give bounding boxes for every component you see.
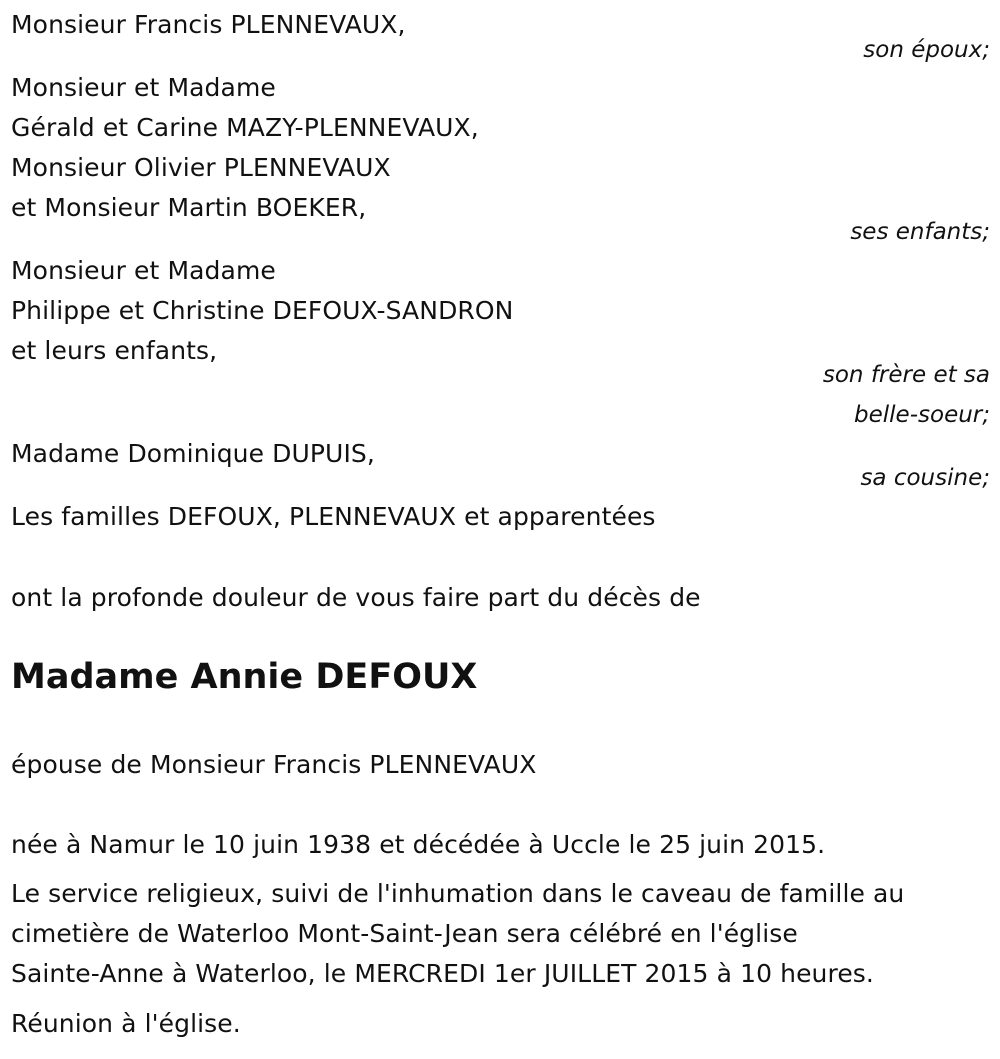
- relation-label: sa cousine;: [860, 465, 990, 491]
- spouse-line: épouse de Monsieur Francis PLENNEVAUX: [11, 750, 537, 779]
- dates-line: née à Namur le 10 juin 1938 et décédée à Uccle le 25 juin 2015.: [11, 830, 826, 859]
- relation-label: ses enfants;: [850, 219, 990, 245]
- intro-line: ont la profonde douleur de vous faire part du décès de: [11, 583, 701, 612]
- family-line: Gérald et Carine MAZY-PLENNEVAUX,: [11, 113, 479, 142]
- family-line: et leurs enfants,: [11, 336, 218, 365]
- service-line: cimetière de Waterloo Mont-Saint-Jean sera célébré en l'église: [11, 919, 798, 948]
- service-line: Sainte-Anne à Waterloo, le MERCREDI 1er JUILLET 2015 à 10 heures.: [11, 959, 874, 988]
- family-line: Monsieur Francis PLENNEVAUX,: [11, 10, 406, 39]
- family-line: Monsieur et Madame: [11, 256, 276, 285]
- family-line: Monsieur et Madame: [11, 73, 276, 102]
- relation-label: son époux;: [863, 37, 990, 63]
- deceased-name: Madame Annie DEFOUX: [11, 657, 478, 697]
- relation-label: son frère et sa: [822, 362, 990, 388]
- family-line: Monsieur Olivier PLENNEVAUX: [11, 153, 391, 182]
- family-line: et Monsieur Martin BOEKER,: [11, 193, 367, 222]
- service-line: Le service religieux, suivi de l'inhumation dans le caveau de famille au: [11, 879, 905, 908]
- families-line: Les familles DEFOUX, PLENNEVAUX et apparentées: [11, 502, 656, 531]
- relation-label: belle-soeur;: [854, 402, 990, 428]
- family-line: Philippe et Christine DEFOUX-SANDRON: [11, 296, 514, 325]
- family-line: Madame Dominique DUPUIS,: [11, 439, 375, 468]
- meeting-line: Réunion à l'église.: [11, 1009, 241, 1038]
